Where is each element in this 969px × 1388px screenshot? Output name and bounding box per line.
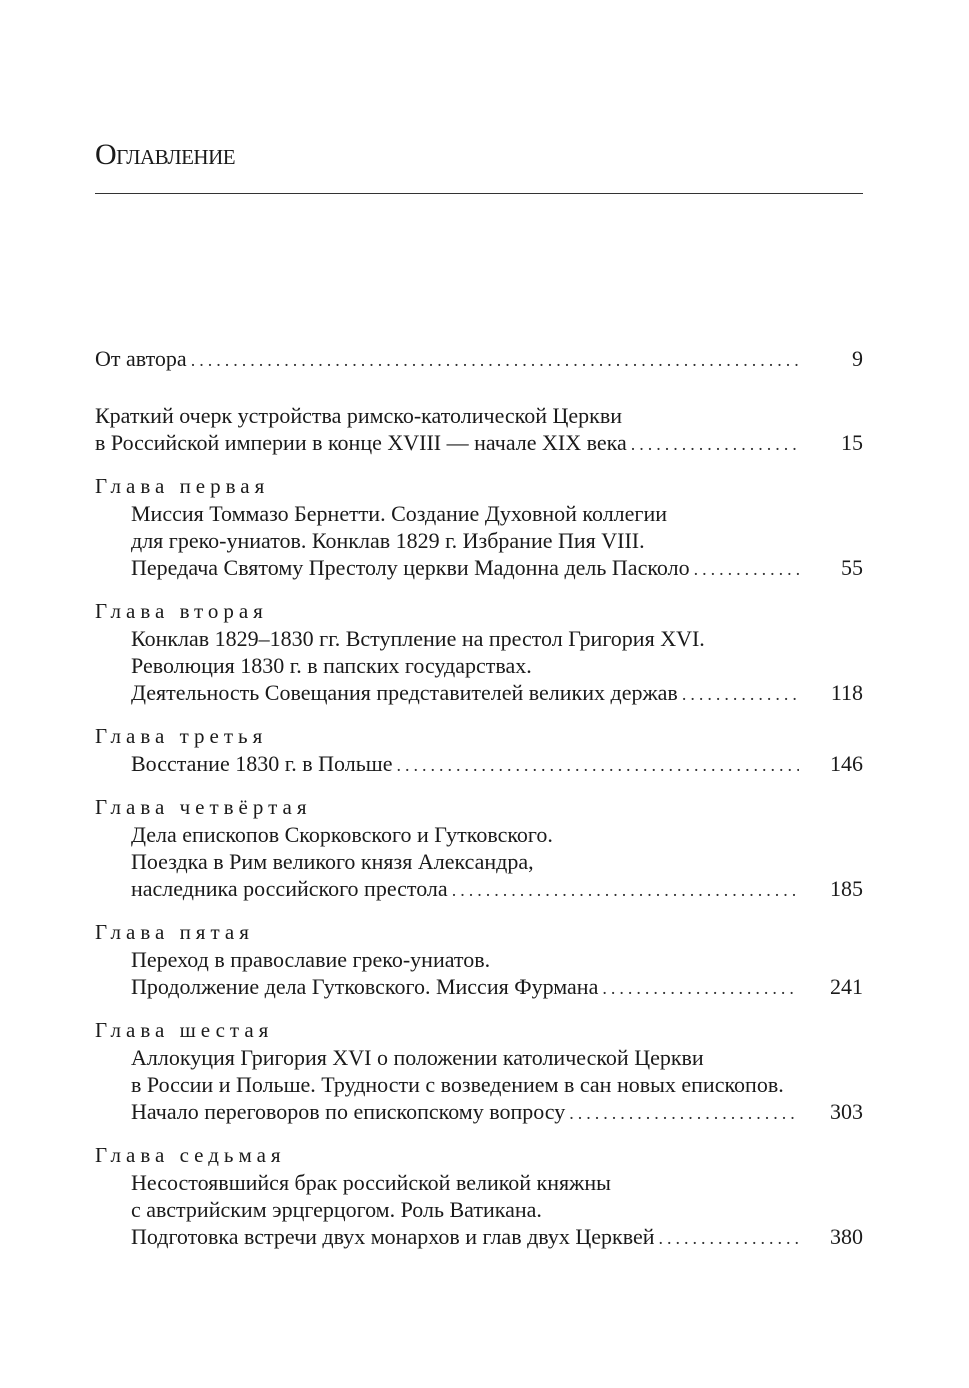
toc-entry[interactable] <box>95 794 863 904</box>
toc-entry-title: в Российской империи в конце XVIII — начале XIX века <box>95 430 627 455</box>
toc-entry[interactable] <box>95 473 863 583</box>
toc-page-number: 185 <box>830 876 863 901</box>
title-divider <box>95 193 863 194</box>
leader-dots <box>187 345 799 374</box>
page-title: Оглавление <box>95 138 236 171</box>
toc-entry[interactable] <box>95 1142 863 1252</box>
toc-entry-last-line <box>95 345 863 374</box>
toc-entry-last-line <box>131 973 863 1002</box>
toc-page-number: 380 <box>830 1224 863 1249</box>
toc-entry-line: Дела епископов Скорковского и Гутковского. <box>131 822 553 847</box>
toc-entry-title: Деятельность Совещания представителей великих держав <box>131 680 678 705</box>
toc-entry-last-line <box>131 750 863 779</box>
toc-entry-line: Миссия Томмазо Бернетти. Создание Духовной коллегии <box>131 501 667 526</box>
toc-entry-last-line <box>131 554 863 583</box>
toc-page-number: 15 <box>841 430 863 455</box>
leader-dots <box>627 429 799 458</box>
toc-page-number: 303 <box>830 1099 863 1124</box>
toc-page-number: 118 <box>830 680 863 705</box>
chapter-label: Глава пятая <box>95 920 254 944</box>
table-of-contents <box>95 345 863 1252</box>
leader-dots <box>678 679 799 708</box>
toc-entry-line: с австрийским эрцгерцогом. Роль Ватикана. <box>131 1197 542 1222</box>
toc-entry-title: Продолжение дела Гутковского. Миссия Фурмана <box>131 974 599 999</box>
toc-entry[interactable] <box>95 598 863 708</box>
toc-entry-line: Несостоявшийся брак российской великой княжны <box>131 1170 611 1195</box>
toc-page-number: 146 <box>830 751 863 776</box>
toc-entry-line: Краткий очерк устройства римско-католической Церкви <box>95 403 623 428</box>
leader-dots <box>565 1098 799 1127</box>
chapter-label: Глава первая <box>95 474 270 498</box>
toc-entry-line: для греко-униатов. Конклав 1829 г. Избрание Пия VIII. <box>131 528 645 553</box>
toc-page-number: 9 <box>852 346 863 371</box>
toc-page-number: 241 <box>830 974 863 999</box>
toc-entry-title: От автора <box>95 346 187 371</box>
chapter-label: Глава седьмая <box>95 1143 286 1167</box>
toc-entry-title: Начало переговоров по епископскому вопросу <box>131 1099 566 1124</box>
leader-dots <box>598 973 799 1002</box>
toc-entry-last-line <box>131 679 863 708</box>
toc-entry[interactable] <box>95 1017 863 1127</box>
chapter-label: Глава шестая <box>95 1018 274 1042</box>
toc-entry-title: Передача Святому Престолу церкви Мадонна дель Пасколо <box>131 555 690 580</box>
toc-entry[interactable] <box>95 919 863 1002</box>
chapter-label: Глава вторая <box>95 599 268 623</box>
toc-entry-line: Поездка в Рим великого князя Александра, <box>131 849 534 874</box>
toc-entry-line: в России и Польше. Трудности с возведением в сан новых епископов. <box>131 1072 784 1097</box>
leader-dots <box>655 1223 799 1252</box>
leader-dots <box>392 750 799 779</box>
toc-entry-title: Подготовка встречи двух монархов и глав двух Церквей <box>131 1224 655 1249</box>
toc-page-number: 55 <box>841 555 863 580</box>
toc-entry-line: Аллокуция Григория XVI о положении католической Церкви <box>131 1045 704 1070</box>
toc-entry-title: наследника российского престола <box>131 876 448 901</box>
leader-dots <box>448 875 799 904</box>
toc-entry-line: Революция 1830 г. в папских государствах. <box>131 653 532 678</box>
toc-entry-last-line <box>95 429 863 458</box>
toc-entry[interactable] <box>95 402 863 458</box>
toc-entry[interactable] <box>95 345 863 374</box>
toc-entry-last-line <box>131 875 863 904</box>
chapter-label: Глава третья <box>95 724 268 748</box>
toc-entry-last-line <box>131 1098 863 1127</box>
chapter-label: Глава четвёртая <box>95 795 312 819</box>
toc-entry-line: Конклав 1829–1830 гг. Вступление на престол Григория XVI. <box>131 626 705 651</box>
toc-entry-line: Переход в православие греко-униатов. <box>131 947 491 972</box>
toc-entry-last-line <box>131 1223 863 1252</box>
toc-entry[interactable] <box>95 723 863 779</box>
leader-dots <box>690 554 799 583</box>
toc-entry-title: Восстание 1830 г. в Польше <box>131 751 393 776</box>
